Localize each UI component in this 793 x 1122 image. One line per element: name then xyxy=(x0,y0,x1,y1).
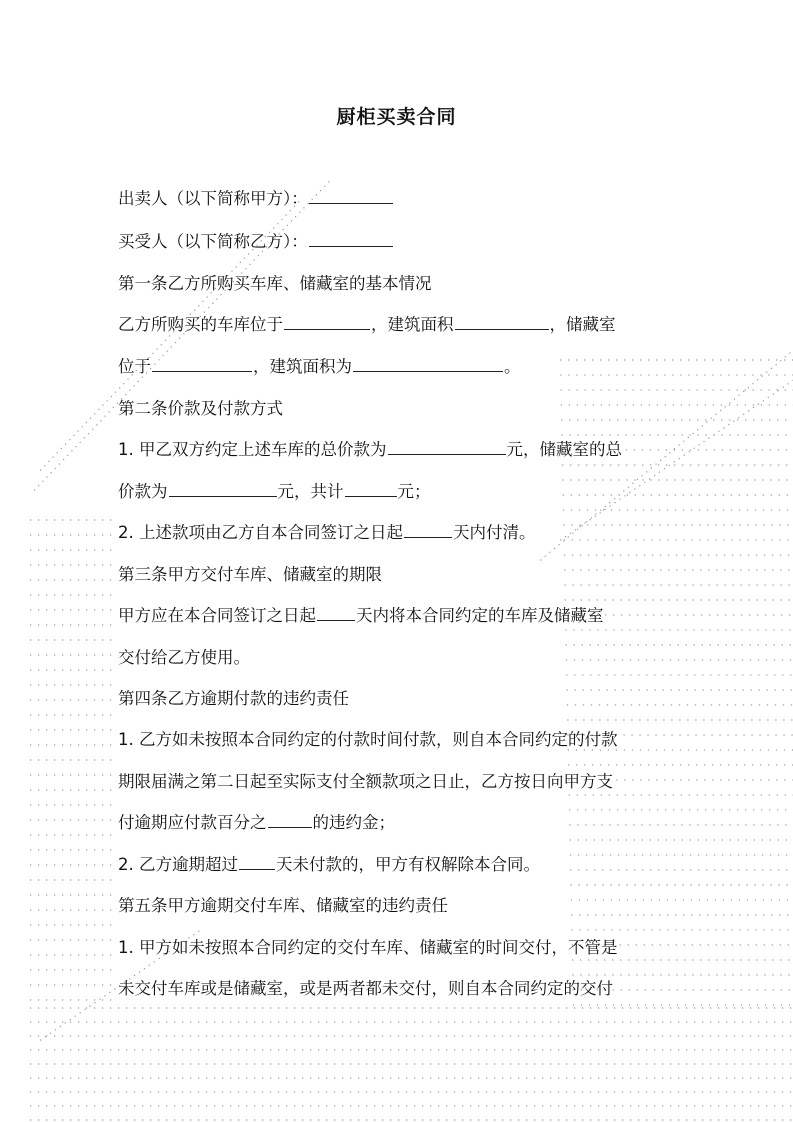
fill-in-blank[interactable] xyxy=(239,854,275,870)
article-1-paragraph-line xyxy=(118,314,616,336)
article-2-paragraph-line xyxy=(118,439,622,461)
article-4-heading xyxy=(118,688,349,710)
fill-in-blank[interactable] xyxy=(388,439,506,455)
text-segment: 1. 甲乙双方约定上述车库的总价款为 xyxy=(118,440,387,459)
fill-in-blank[interactable] xyxy=(317,605,355,621)
article-4-paragraph-line xyxy=(118,854,540,876)
fill-in-blank[interactable] xyxy=(268,812,312,828)
text-segment: 交付给乙方使用。 xyxy=(118,648,250,667)
fill-in-blank[interactable] xyxy=(169,481,277,497)
text-segment: 1. 乙方如未按照本合同约定的付款时间付款，则自本合同约定的付款 xyxy=(118,730,618,749)
text-segment: ，建筑面积为 xyxy=(253,357,352,376)
article-4-paragraph-line xyxy=(118,812,395,834)
article-3-paragraph-line xyxy=(118,605,604,627)
article-4-paragraph-line xyxy=(118,771,613,793)
fill-in-blank[interactable] xyxy=(345,481,397,497)
article-1-heading xyxy=(118,273,432,295)
fill-in-blank[interactable] xyxy=(309,231,393,247)
text-segment: ，建筑面积 xyxy=(371,315,454,334)
text-segment: 2. 上述款项由乙方自本合同签订之日起 xyxy=(118,523,403,542)
text-segment: ，储藏室 xyxy=(549,315,616,334)
fill-in-blank[interactable] xyxy=(455,314,549,330)
text-segment: 。 xyxy=(504,357,521,376)
text-segment: 第五条甲方逾期交付车库、储藏室的违约责任 xyxy=(118,896,448,915)
document-title: 厨柜买卖合同 xyxy=(336,106,457,128)
text-segment: 天未付款的，甲方有权解除本合同。 xyxy=(276,855,540,874)
text-segment: 元，共计 xyxy=(277,482,344,501)
text-segment: 未交付车库或是储藏室，或是两者都未交付，则自本合同约定的交付 xyxy=(118,979,613,998)
article-3-paragraph-line xyxy=(118,647,250,669)
article-2-paragraph-line xyxy=(118,481,431,503)
article-5-paragraph-line xyxy=(118,937,618,959)
text-segment: 第一条乙方所购买车库、储藏室的基本情况 xyxy=(118,274,432,293)
text-segment: 1. 甲方如未按照本合同约定的交付车库、储藏室的时间交付，不管是 xyxy=(118,938,618,957)
text-segment: 位于 xyxy=(118,357,151,376)
text-segment: 期限届满之第二日起至实际支付全额款项之日止，乙方按日向甲方支 xyxy=(118,772,613,791)
fill-in-blank[interactable] xyxy=(353,356,503,372)
article-2-paragraph-line xyxy=(118,522,536,544)
text-segment: 出卖人（以下简称甲方）： xyxy=(118,189,308,208)
text-segment: 买受人（以下简称乙方）： xyxy=(118,232,308,251)
article-5-paragraph-line xyxy=(118,978,613,1000)
text-segment: 乙方所购买的车库位于 xyxy=(118,315,283,334)
article-5-heading xyxy=(118,895,448,917)
text-segment: 的违约金； xyxy=(312,813,395,832)
fill-in-blank[interactable] xyxy=(152,356,252,372)
fill-in-blank[interactable] xyxy=(309,188,393,204)
text-segment: 第二条价款及付款方式 xyxy=(118,399,283,418)
text-segment: 元，储藏室的总 xyxy=(506,440,622,459)
text-segment: 2. 乙方逾期超过 xyxy=(118,855,238,874)
article-1-paragraph-line xyxy=(118,356,521,378)
text-segment: 天内将本合同约定的车库及储藏室 xyxy=(356,606,604,625)
party-buyer-line xyxy=(118,231,394,253)
text-segment: 天内付清。 xyxy=(453,523,536,542)
text-segment: 第三条甲方交付车库、储藏室的期限 xyxy=(118,565,382,584)
article-3-heading xyxy=(118,564,382,586)
text-segment: 价款为 xyxy=(118,482,168,501)
text-segment: 甲方应在本合同签订之日起 xyxy=(118,606,316,625)
fill-in-blank[interactable] xyxy=(404,522,452,538)
text-segment: 元； xyxy=(397,482,431,501)
party-seller-line xyxy=(118,188,394,210)
article-2-heading xyxy=(118,398,283,420)
article-4-paragraph-line xyxy=(118,729,618,751)
text-segment: 第四条乙方逾期付款的违约责任 xyxy=(118,689,349,708)
fill-in-blank[interactable] xyxy=(284,314,370,330)
text-segment: 付逾期应付款百分之 xyxy=(118,813,267,832)
